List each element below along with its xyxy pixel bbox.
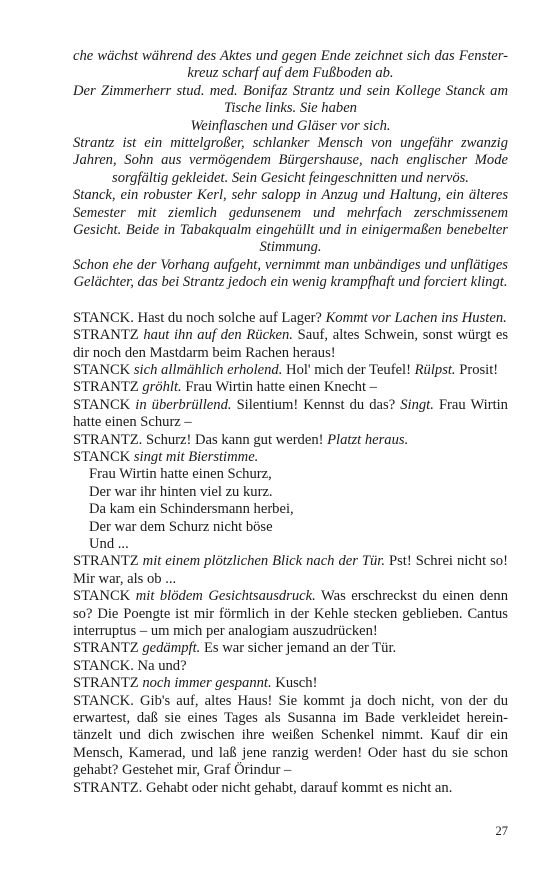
speech: Schurz! Das kann gut werden! bbox=[145, 431, 324, 448]
verse-line: Der war dem Schurz nicht böse bbox=[89, 518, 273, 535]
verse-line: Da kam ein Schindersmann herbei, bbox=[89, 501, 294, 518]
speech: Gib's auf, altes Haus! Sie kommt ja doch nicht, von der du erwartest, daß sie eines Tages als Susanna im Bade verkleidet herein-tänzelt und dich zwischen ihre weißen Schenkel nimmt. Kauf dir ein Mensch, Kamerad, und laß jene ranzig werden! Oder hast du sie schon gehabt? Gestehet mir, Graf Örindur – bbox=[73, 692, 508, 779]
dialogue-line bbox=[73, 362, 508, 379]
speech: Na und? bbox=[137, 657, 187, 674]
direction: noch immer gespannt. bbox=[142, 675, 272, 692]
direction: Platzt heraus. bbox=[327, 431, 409, 448]
dialogue-line bbox=[73, 327, 508, 362]
dialogue-line bbox=[73, 780, 508, 797]
speaker: STRANTZ. bbox=[73, 431, 143, 448]
dialogue-line bbox=[73, 449, 508, 466]
dialogue-line bbox=[73, 640, 508, 657]
stage-direction: Strantz ist ein mittelgroßer, schlanker Mensch von ungefähr zwanzig Jahren, Sohn aus vermögendem Bürgershause, nach englischer Mode sorgfältig gekleidet. Sein Gesicht feingeschnitten und nervös. bbox=[73, 135, 508, 186]
direction: in überbrüllend. bbox=[135, 396, 232, 413]
dialogue-line bbox=[73, 379, 508, 396]
speech: Pst! Schrei nicht so! Mir war, als ob ... bbox=[73, 553, 508, 587]
speaker: STANCK bbox=[73, 361, 131, 378]
direction: mit einem plötzlichen Blick nach der Tür. bbox=[142, 553, 386, 570]
dialogue-line bbox=[73, 693, 508, 780]
stage-direction: che wächst während des Aktes und gegen Ende zeichnet sich das Fenster-kreuz scharf auf dem Fußboden ab. bbox=[73, 48, 508, 82]
direction: mit blödem Gesichtsausdruck. bbox=[135, 588, 316, 605]
speech: Gehabt oder nicht gehabt, darauf kommt es nicht an. bbox=[145, 779, 453, 796]
direction: gröhlt. bbox=[142, 379, 182, 396]
stage-directions bbox=[73, 48, 508, 292]
speaker: STRANTZ bbox=[73, 327, 139, 344]
dialogue-line bbox=[73, 553, 508, 588]
speaker: STANCK bbox=[73, 588, 131, 605]
direction: gedämpft. bbox=[142, 640, 201, 657]
stage-direction: Stanck, ein robuster Kerl, sehr salopp in Anzug und Haltung, ein älteres Semester mit ziemlich gedunsenem und mehrfach zerschmissenem Gesicht. Beide in Tabakqualm eingehüllt und in einigermaßen benebelter Stimmung. bbox=[73, 187, 508, 256]
speaker: STANCK. bbox=[73, 309, 134, 326]
speaker: STRANTZ bbox=[73, 553, 139, 570]
speech: Hast du noch solche auf Lager? bbox=[137, 309, 322, 326]
stage-direction: Schon ehe der Vorhang aufgeht, vernimmt man unbändiges und unflätiges Gelächter, das bei Strantz jedoch ein wenig krampfhaft und forciert klingt. bbox=[73, 256, 508, 291]
speech: Es war sicher jemand an der Tür. bbox=[203, 640, 397, 657]
stage-direction: Weinflaschen und Gläser vor sich. bbox=[190, 117, 391, 134]
verse-line: Der war ihr hinten viel zu kurz. bbox=[89, 483, 273, 500]
dialogue-line bbox=[73, 658, 508, 675]
stage-direction: Der Zimmerherr stud. med. Bonifaz Strantz und sein Kollege Stanck am Tische links. Sie haben bbox=[73, 82, 508, 117]
speech: Prosit! bbox=[459, 361, 499, 378]
direction: Rülpst. bbox=[414, 361, 456, 378]
speaker: STRANTZ bbox=[73, 640, 139, 657]
speech: Kusch! bbox=[275, 675, 318, 692]
speaker: STRANTZ bbox=[73, 379, 139, 396]
dialogue-line bbox=[73, 675, 508, 692]
speaker: STANCK. bbox=[73, 657, 134, 674]
page-body bbox=[73, 48, 508, 797]
verse-line: Frau Wirtin hatte einen Schurz, bbox=[89, 466, 272, 483]
speech: Hol' mich der Teufel! bbox=[286, 361, 411, 378]
dialogue-line bbox=[73, 432, 508, 449]
dialogue-line bbox=[73, 588, 508, 640]
dialogue bbox=[73, 310, 508, 797]
speaker: STANCK. bbox=[73, 692, 134, 709]
page-number: 27 bbox=[495, 824, 508, 838]
speaker: STRANTZ bbox=[73, 675, 139, 692]
speaker: STRANTZ. bbox=[73, 779, 143, 796]
direction: Singt. bbox=[400, 396, 434, 413]
direction: singt mit Bierstimme. bbox=[133, 448, 259, 465]
verse-line: Und ... bbox=[89, 535, 129, 552]
speaker: STANCK bbox=[73, 448, 131, 465]
dialogue-line bbox=[73, 397, 508, 432]
direction: Kommt vor Lachen ins Husten. bbox=[325, 309, 507, 326]
speech: Frau Wirtin hatte einen Knecht – bbox=[185, 379, 377, 396]
speech: Was erschreckst du einen denn so? Die Poengte ist mir förmlich in der Kehle stecken geblieben. Cantus interruptus – um mich per analogiam auszudrücken! bbox=[73, 588, 508, 639]
speech: Sauf, altes Schwein, sonst würgt es dir noch den Mastdarm beim Rachen heraus! bbox=[73, 327, 509, 361]
direction: sich allmählich erholend. bbox=[133, 361, 283, 378]
speaker: STANCK bbox=[73, 396, 131, 413]
speech: Frau Wirtin hatte einen Schurz – bbox=[73, 396, 508, 431]
speech: Silentium! Kennst du das? bbox=[236, 396, 396, 413]
song-verse bbox=[73, 466, 508, 553]
dialogue-line bbox=[73, 310, 508, 327]
direction: haut ihn auf den Rücken. bbox=[143, 327, 293, 344]
